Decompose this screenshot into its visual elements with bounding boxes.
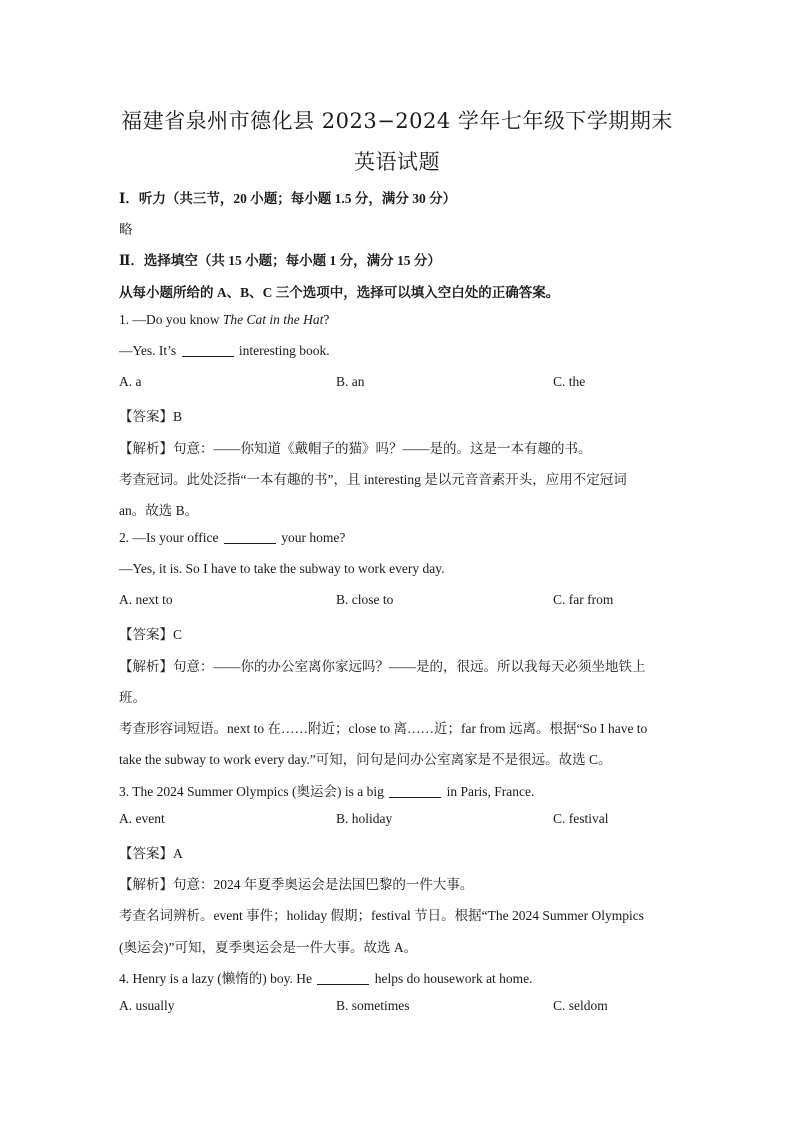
option-b: B. holiday bbox=[336, 811, 393, 826]
analysis-text: 班。 bbox=[119, 690, 146, 705]
question-3 bbox=[119, 780, 534, 800]
question-2 bbox=[119, 530, 345, 546]
explanation-text: take the subway to work every day.”可知，问句是问办公室离家是不是很远。故选 C。 bbox=[119, 752, 612, 767]
page-subtitle: 英语试题 bbox=[354, 150, 440, 174]
question-text: 1. —Do you know bbox=[119, 312, 223, 327]
explanation-text: 考查形容词短语。next to 在……附近；close to 离……近；far from 远离。根据“So I have to bbox=[119, 721, 648, 736]
option-b: B. sometimes bbox=[336, 998, 410, 1013]
option-c: C. seldom bbox=[553, 998, 608, 1013]
explanation-text: 考查冠词。此处泛指“一本有趣的书”，且 interesting 是以元音音素开头，应用不定冠词 bbox=[119, 472, 627, 487]
option-c: C. far from bbox=[553, 592, 614, 607]
answer-label: 【答案】A bbox=[119, 846, 183, 861]
question-text: —Yes. It’s bbox=[119, 343, 177, 358]
explanation-text: 考查名词辨析。event 事件；holiday 假期；festival 节日。根据“The 2024 Summer Olympics bbox=[119, 908, 644, 923]
answer-label: 【答案】C bbox=[119, 627, 183, 642]
option-a: A. a bbox=[119, 374, 142, 389]
answer-blank bbox=[389, 797, 441, 798]
question-text: 3. The 2024 Summer Olympics (奥运会) is a big bbox=[119, 784, 384, 799]
option-c: C. the bbox=[553, 374, 586, 389]
question-text: 4. Henry is a lazy (懒惰的) boy. He bbox=[119, 971, 312, 986]
question-text: ? bbox=[323, 312, 330, 327]
option-a: A. next to bbox=[119, 592, 173, 607]
option-b: B. an bbox=[336, 374, 365, 389]
section-instruction: 从每小题所给的 A、B、C 三个选项中，选择可以填入空白处的正确答案。 bbox=[119, 285, 560, 300]
question-text: your home? bbox=[281, 530, 346, 545]
analysis-text: 【解析】句意：——你知道《戴帽子的猫》吗？——是的。这是一本有趣的书。 bbox=[119, 441, 592, 456]
book-title: The Cat in the Hat bbox=[222, 312, 324, 327]
explanation-text: (奥运会)”可知，夏季奥运会是一件大事。故选 A。 bbox=[119, 940, 418, 955]
section-note: 略 bbox=[119, 222, 133, 237]
answer-label: 【答案】B bbox=[119, 409, 183, 424]
answer-blank bbox=[182, 356, 234, 357]
option-b: B. close to bbox=[336, 592, 394, 607]
page-title: 福建省泉州市德化县 2023−2024 学年七年级下学期期末 bbox=[121, 109, 673, 133]
question-1 bbox=[119, 312, 329, 328]
option-a: A. usually bbox=[119, 998, 175, 1013]
question-1-reply bbox=[119, 343, 330, 359]
section-heading-listening: Ⅰ．听力（共三节，20 小题；每小题 1.5 分，满分 30 分） bbox=[119, 191, 457, 206]
answer-blank bbox=[317, 984, 369, 985]
question-text: 2. —Is your office bbox=[119, 530, 219, 545]
option-a: A. event bbox=[119, 811, 165, 826]
analysis-text: 【解析】句意：——你的办公室离你家远吗？——是的，很远。所以我每天必须坐地铁上 bbox=[119, 659, 646, 674]
question-2-reply: —Yes, it is. So I have to take the subway to work every day. bbox=[119, 561, 445, 576]
section-heading-choice: Ⅱ．选择填空（共 15 小题；每小题 1 分，满分 15 分） bbox=[119, 253, 441, 268]
question-text: interesting book. bbox=[238, 343, 330, 358]
explanation-text: an。故选 B。 bbox=[119, 503, 199, 518]
question-text: helps do housework at home. bbox=[374, 971, 533, 986]
option-c: C. festival bbox=[553, 811, 609, 826]
answer-blank bbox=[224, 543, 276, 544]
analysis-text: 【解析】句意：2024 年夏季奥运会是法国巴黎的一件大事。 bbox=[119, 877, 474, 892]
question-4 bbox=[119, 967, 533, 987]
question-text: in Paris, France. bbox=[446, 784, 535, 799]
